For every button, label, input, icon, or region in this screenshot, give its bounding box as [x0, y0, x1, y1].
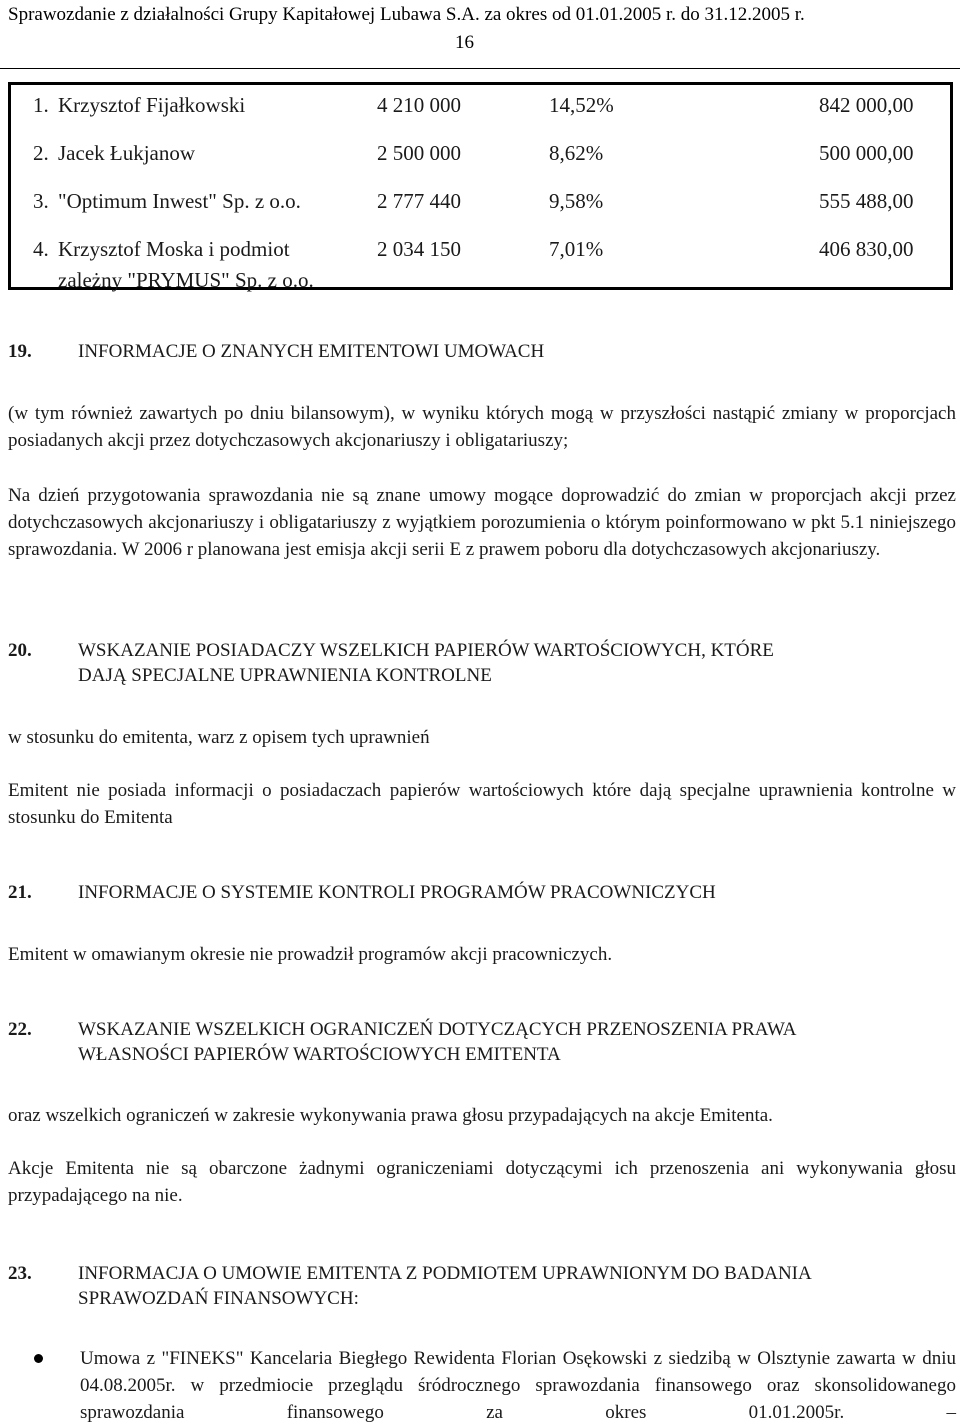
shares-percent: 14,52% [549, 93, 614, 117]
row-number: 2. [33, 141, 49, 165]
row-number: 3. [33, 189, 49, 213]
shareholders-table [8, 82, 953, 290]
section-number: 22. [8, 1019, 32, 1040]
section-20-body: Emitent nie posiada informacji o posiadaczach papierów wartościowych które dają specjalne uprawnienia kontrolne w stosunku do Emitenta [8, 780, 956, 828]
bullet-icon [34, 1354, 43, 1363]
shareholder-name: Krzysztof Moska i podmiot [58, 237, 290, 261]
section-21-body: Emitent w omawianym okresie nie prowadził programów akcji pracowniczych. [8, 944, 613, 965]
section-19-intro: (w tym również zawartych po dniu bilansowym), w wyniku których mogą w przyszłości nastąpić zmiany w proporcjach posiadanych akcji przez dotychczasowych akcjonariuszy i obligatariuszy; [8, 403, 956, 451]
shares-percent: 7,01% [549, 237, 604, 261]
section-22-body: Akcje Emitenta nie są obarczone żadnymi ograniczeniami dotyczącymi ich przenoszenia ani wykonywania głosu przypadającego na nie. [8, 1158, 956, 1206]
shares-count: 4 210 000 [377, 93, 461, 117]
section-22-intro: oraz wszelkich ograniczeń w zakresie wykonywania prawa głosu przypadających na akcje Emitenta. [8, 1105, 773, 1126]
section-title: INFORMACJE O SYSTEMIE KONTROLI PROGRAMÓW PRACOWNICZYCH [78, 882, 716, 903]
section-number: 21. [8, 882, 32, 903]
shares-value: 842 000,00 [819, 93, 914, 117]
section-title: INFORMACJE O ZNANYCH EMITENTOWI UMOWACH [78, 341, 545, 362]
section-title: WSKAZANIE WSZELKICH OGRANICZEŃ DOTYCZĄCYCH PRZENOSZENIA PRAWA [78, 1019, 797, 1040]
page-header [0, 0, 960, 69]
shares-value: 406 830,00 [819, 237, 914, 261]
shareholder-name: "Optimum Inwest" Sp. z o.o. [58, 189, 301, 213]
shareholder-name: Krzysztof Fijałkowski [58, 93, 246, 117]
section-20-intro: w stosunku do emitenta, warz z opisem tych uprawnień [8, 727, 430, 748]
section-19-body: Na dzień przygotowania sprawozdania nie są znane umowy mogące doprowadzić do zmian w proporcjach akcji przez dotychczasowych akcjonariuszy i obligatariuszy z wyjątkiem porozumienia o którym poinformowano w pkt 5.1 niniejszego sprawozdania. W 2006 r planowana jest emisja akcji serii E z prawem poboru dla dotychczasowych akcjonariuszy. [8, 485, 956, 560]
section-title-continued: SPRAWOZDAŃ FINANSOWYCH: [78, 1288, 359, 1309]
section-title-continued: DAJĄ SPECJALNE UPRAWNIENIA KONTROLNE [78, 665, 492, 686]
page-number: 16 [455, 32, 474, 53]
shareholder-name: Jacek Łukjanow [58, 141, 196, 165]
section-title: WSKAZANIE POSIADACZY WSZELKICH PAPIERÓW WARTOŚCIOWYCH, KTÓRE [78, 640, 774, 661]
shares-percent: 9,58% [549, 189, 604, 213]
shares-value: 500 000,00 [819, 141, 914, 165]
shares-count: 2 034 150 [377, 237, 461, 261]
section-title-continued: WŁASNOŚCI PAPIERÓW WARTOŚCIOWYCH EMITENTA [78, 1044, 561, 1065]
section-number: 19. [8, 341, 32, 362]
shares-count: 2 500 000 [377, 141, 461, 165]
row-number: 4. [33, 237, 49, 261]
shareholder-name-continued: zależny "PRYMUS" Sp. z o.o. [58, 268, 314, 292]
section-23-bullet: Umowa z "FINEKS" Kancelaria Biegłego Rewidenta Florian Osękowski z siedzibą w Olsztynie zawarta w dniu 04.08.2005r. w przedmiocie przeglądu śródrocznego sprawozdania finansowego oraz skonsolidowanego sprawozdania finansowego za okres 01.01.2005r. – [80, 1348, 956, 1423]
section-number: 23. [8, 1263, 32, 1284]
shares-count: 2 777 440 [377, 189, 461, 213]
section-title: INFORMACJA O UMOWIE EMITENTA Z PODMIOTEM UPRAWNIONYM DO BADANIA [78, 1263, 812, 1284]
section-number: 20. [8, 640, 32, 661]
shares-value: 555 488,00 [819, 189, 914, 213]
document-title: Sprawozdanie z działalności Grupy Kapitałowej Lubawa S.A. za okres od 01.01.2005 r. do 31.12.2005 r. [8, 4, 805, 25]
row-number: 1. [33, 93, 49, 117]
shares-percent: 8,62% [549, 141, 604, 165]
